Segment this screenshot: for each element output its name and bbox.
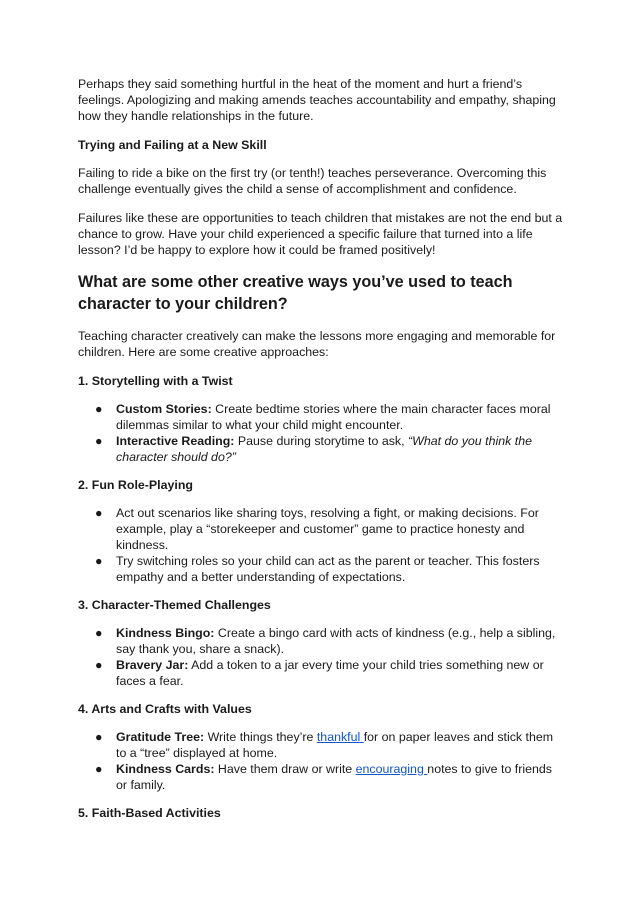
thankful-link[interactable]: thankful	[316, 730, 364, 744]
item-text: Pause during storytime to ask,	[234, 434, 408, 448]
intro-paragraph: Perhaps they said something hurtful in the heat of the moment and hurt a friend’s feelings. Apologizing and making amends teaches accountability and empathy, shaping how they handle relationships in the future.	[78, 77, 556, 123]
new-skill-paragraph: Failing to ride a bike on the first try (or tenth!) teaches perseverance. Overcoming this challenge eventually gives the child a sense of accomplishment and confidence.	[78, 166, 547, 196]
item-text: notes to give to friends or family.	[116, 762, 552, 792]
section-1-heading: 1. Storytelling with a Twist	[78, 374, 233, 388]
failures-paragraph: Failures like these are opportunities to teach children that mistakes are not the end but a chance to grow. Have your child experienced a specific failure that turned into a life lesson? I’d be happy to explore how it could be framed positively!	[78, 211, 563, 257]
bullet-icon: ●	[95, 402, 103, 416]
section-5-heading: 5. Faith-Based Activities	[78, 806, 221, 820]
bullet-icon: ●	[95, 626, 103, 640]
bullet-icon: ●	[95, 506, 103, 520]
item-text: Have them draw or write	[214, 762, 356, 776]
item-text: Write things they’re	[204, 730, 317, 744]
bullet-icon: ●	[95, 762, 103, 776]
list-item	[78, 729, 564, 761]
section-2-list	[78, 505, 564, 585]
section-4-list	[78, 729, 564, 793]
main-heading: What are some other creative ways you’ve used to teach character to your children?	[78, 273, 513, 313]
list-item	[78, 553, 564, 585]
bullet-icon: ●	[95, 434, 103, 448]
item-text: Try switching roles so your child can act as the parent or teacher. This fosters empathy and a better understanding of expectations.	[116, 554, 540, 584]
item-label: Interactive Reading:	[116, 434, 235, 448]
item-text: Create bedtime stories where the main character faces moral dilemmas similar to what your child might encounter.	[116, 402, 551, 432]
bullet-icon: ●	[95, 658, 103, 672]
document-page	[78, 76, 564, 833]
bullet-icon: ●	[95, 730, 103, 744]
list-item	[78, 761, 564, 793]
list-item	[78, 433, 564, 465]
item-text: for on paper leaves and stick them to a “tree” displayed at home.	[116, 730, 554, 760]
section-4-heading: 4. Arts and Crafts with Values	[78, 702, 252, 716]
main-intro-paragraph: Teaching character creatively can make the lessons more engaging and memorable for children. Here are some creative approaches:	[78, 329, 556, 359]
encouraging-link[interactable]: encouraging	[355, 762, 428, 776]
item-italic-quote: “What do you think the character should do?”	[116, 434, 532, 464]
bullet-icon: ●	[95, 554, 103, 568]
section-3-heading: 3. Character-Themed Challenges	[78, 598, 271, 612]
list-item	[78, 625, 564, 657]
section-2-heading: 2. Fun Role-Playing	[78, 478, 193, 492]
section-1-list	[78, 401, 564, 465]
item-label: Bravery Jar:	[116, 658, 189, 672]
list-item	[78, 657, 564, 689]
list-item	[78, 505, 564, 553]
item-text: Act out scenarios like sharing toys, resolving a fight, or making decisions. For example, play a “storekeeper and customer” game to practice honesty and kindness.	[116, 506, 539, 552]
new-skill-heading: Trying and Failing at a New Skill	[78, 138, 267, 152]
list-item	[78, 401, 564, 433]
item-text: Add a token to a jar every time your child tries something new or faces a fear.	[116, 658, 544, 688]
item-label: Kindness Bingo:	[116, 626, 215, 640]
item-text: Create a bingo card with acts of kindness (e.g., help a sibling, say thank you, share a snack).	[116, 626, 556, 656]
item-label: Custom Stories:	[116, 402, 212, 416]
item-label: Kindness Cards:	[116, 762, 215, 776]
section-3-list	[78, 625, 564, 689]
item-label: Gratitude Tree:	[116, 730, 205, 744]
